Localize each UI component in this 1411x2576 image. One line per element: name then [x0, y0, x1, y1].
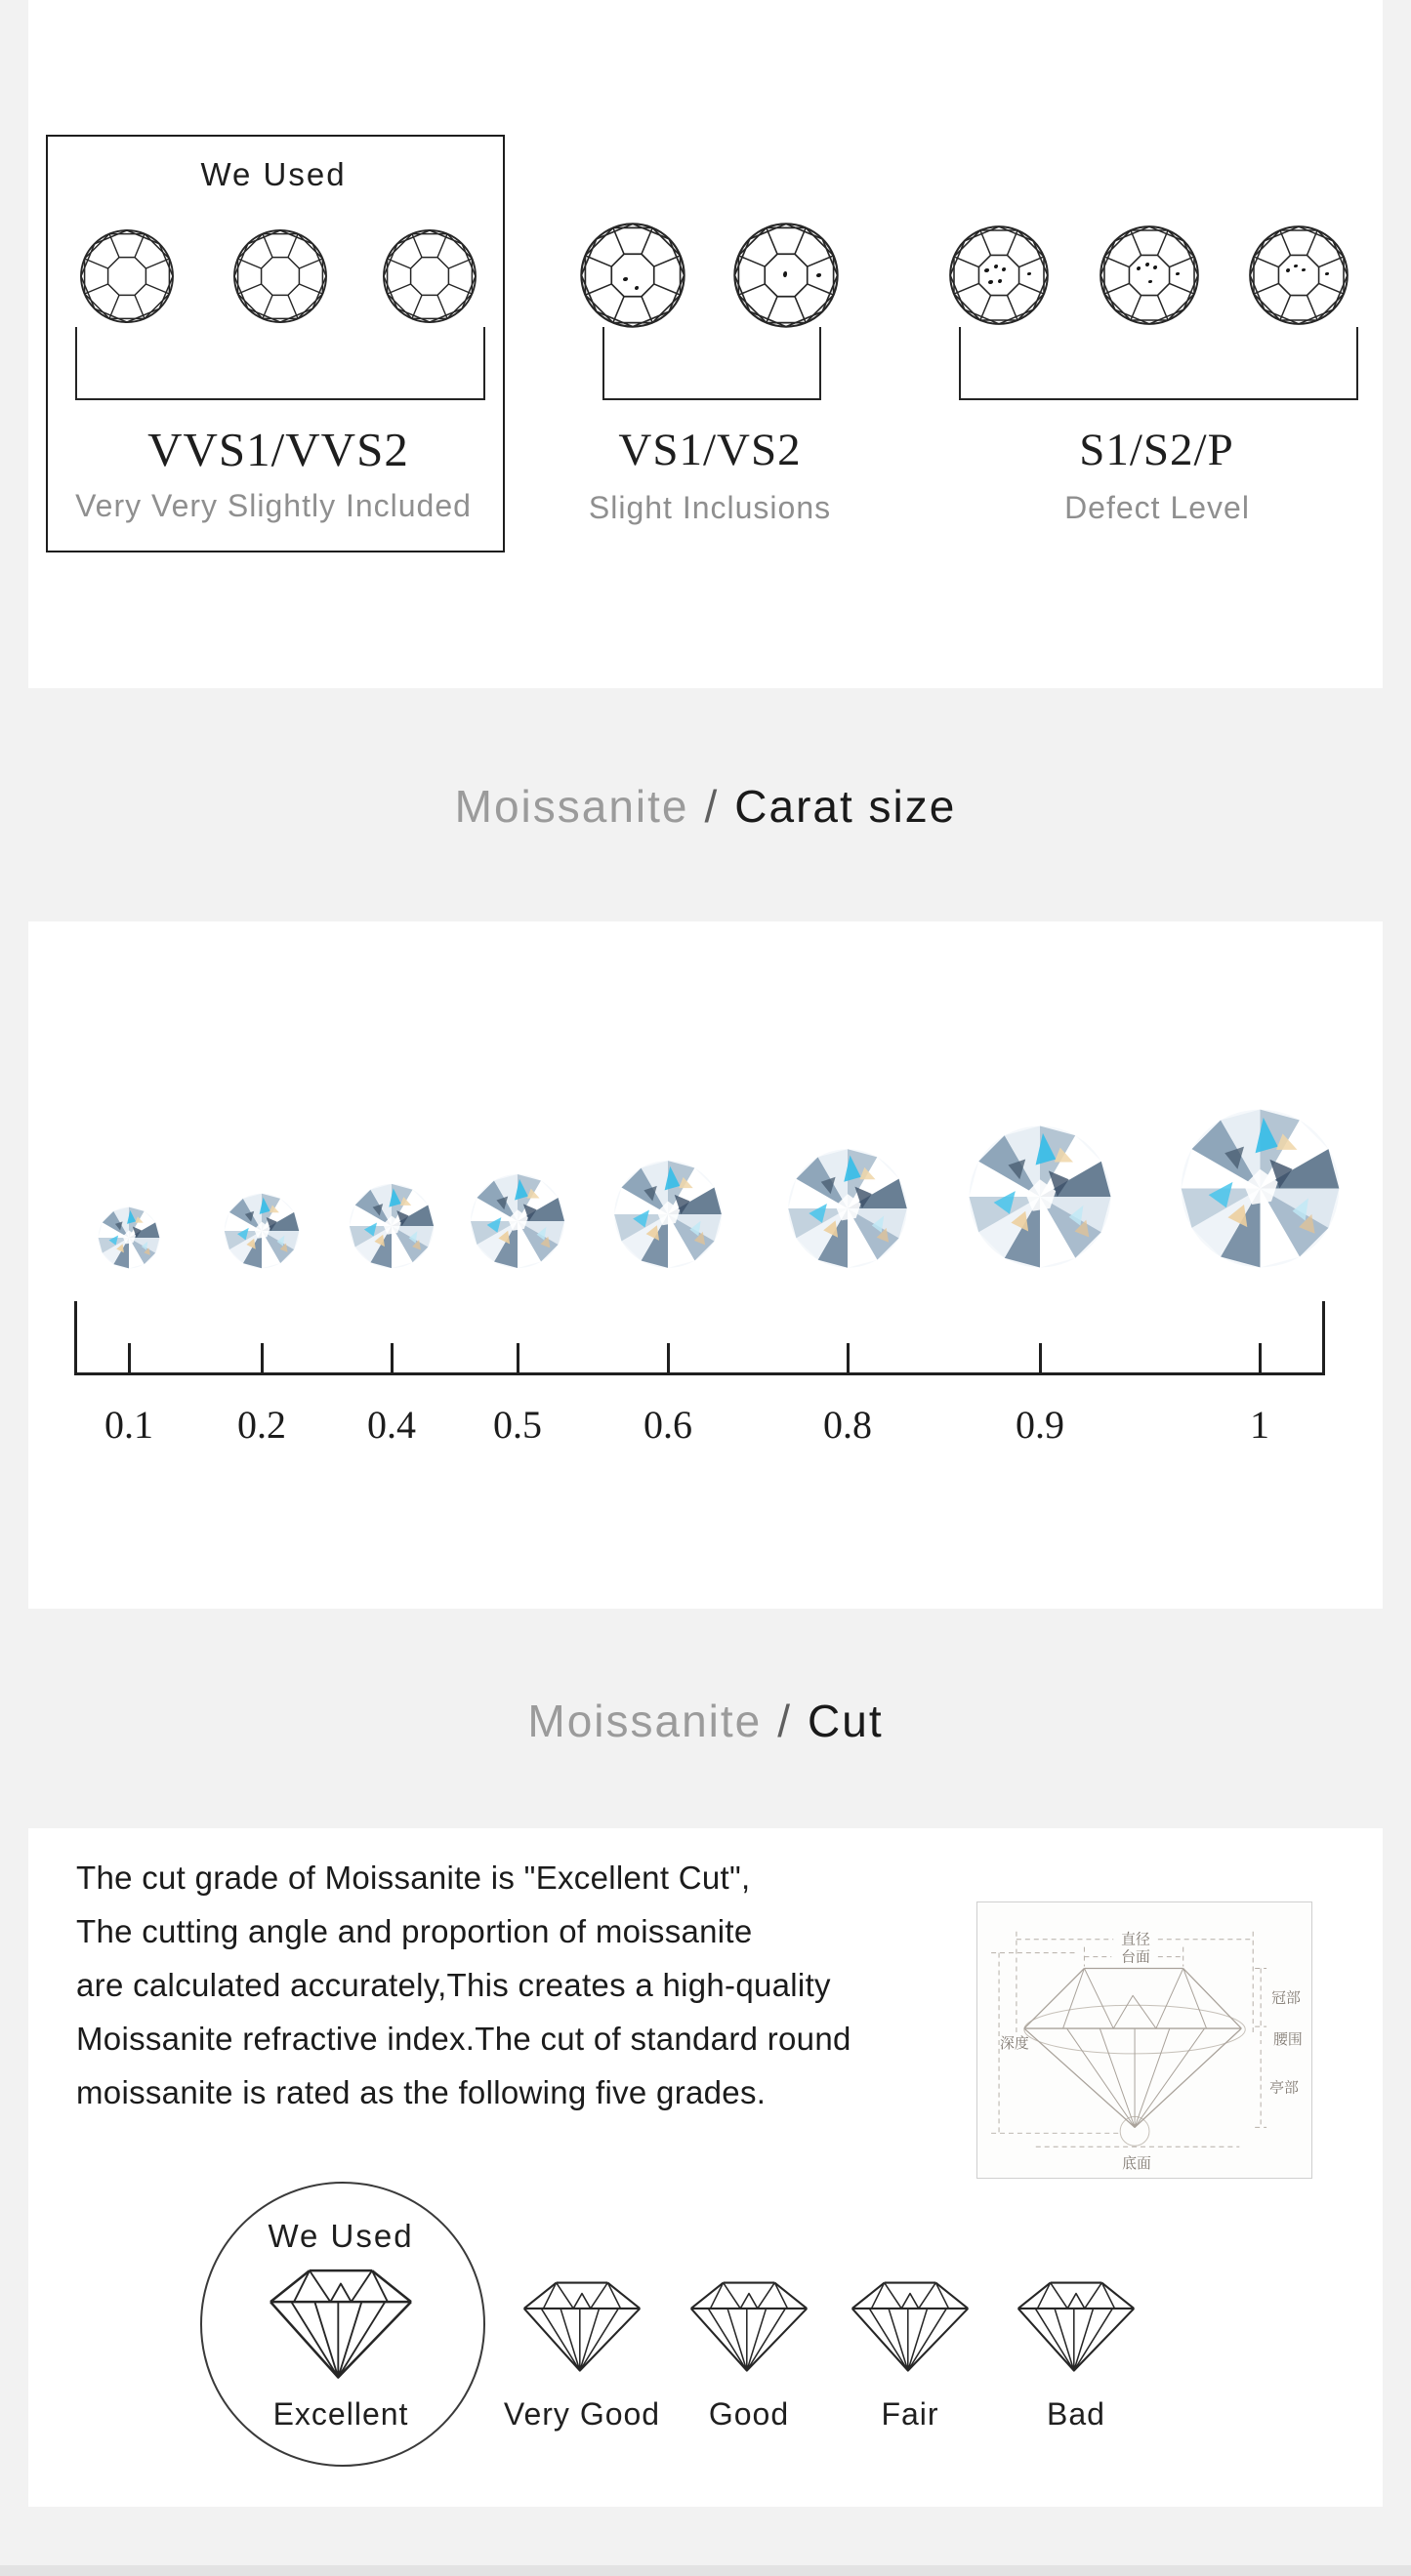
gem-side-icon — [518, 2276, 646, 2380]
cut-grade-label: Excellent — [272, 2396, 409, 2432]
cut-paragraph-line: are calculated accurately,This creates a high-quality — [76, 1967, 831, 2003]
gem-photo-icon — [349, 1183, 435, 1274]
we-used-label: We Used — [200, 156, 347, 192]
gem-photo-icon — [787, 1148, 908, 1274]
bracket — [75, 327, 485, 400]
gem-top-icon — [231, 227, 329, 325]
carat-title-separator: / — [704, 781, 720, 832]
gem-side-icon — [1012, 2276, 1141, 2380]
carat-label: 0.5 — [493, 1403, 542, 1447]
diagram-label-depth: 深度 — [1000, 2033, 1029, 2052]
diagram-label-diameter: 直径 — [1121, 1930, 1150, 1948]
grade-label: VS1/VS2 — [618, 425, 802, 475]
gem-side-icon — [263, 2263, 419, 2388]
diagram-label-table: 台面 — [1121, 1947, 1150, 1966]
diagram-label-girdle: 腰围 — [1273, 2029, 1303, 2048]
gem-top-icon — [947, 224, 1051, 327]
carat-tick — [1039, 1343, 1042, 1375]
grade-desc: Slight Inclusions — [588, 490, 832, 525]
cut-diagram — [976, 1901, 1312, 2179]
bracket — [602, 327, 821, 400]
cut-title — [0, 1695, 1411, 1747]
gem-top-icon — [78, 227, 176, 325]
footer-strip — [0, 2565, 1411, 2576]
carat-title-name: Carat size — [734, 781, 957, 832]
carat-title — [0, 780, 1411, 833]
grade-label: S1/S2/P — [1079, 425, 1234, 475]
cut-paragraph-line: Moissanite refractive index.The cut of standard round — [76, 2021, 851, 2057]
carat-tick — [667, 1343, 670, 1375]
carat-title-brand: Moissanite — [454, 781, 689, 832]
ruler-end-tick — [74, 1301, 77, 1375]
cut-paragraph-line: moissanite is rated as the following five grades. — [76, 2074, 767, 2110]
cut-grade-label: Good — [708, 2396, 790, 2432]
gem-photo-icon — [1180, 1108, 1341, 1274]
carat-label: 0.2 — [237, 1403, 286, 1447]
diagram-label-crown: 冠部 — [1271, 1988, 1301, 2007]
carat-label: 0.9 — [1016, 1403, 1064, 1447]
cut-title-brand: Moissanite — [527, 1696, 763, 1746]
gem-photo-icon — [613, 1160, 723, 1274]
gem-top-icon — [381, 227, 478, 325]
cut-diagram-drawing — [977, 1902, 1309, 2176]
diagram-label-culet: 底面 — [1122, 2154, 1151, 2173]
ruler-end-tick — [1322, 1301, 1325, 1375]
carat-tick — [517, 1343, 519, 1375]
cut-grade-label: Very Good — [503, 2396, 661, 2432]
gem-side-icon — [846, 2276, 975, 2380]
gem-photo-icon — [968, 1124, 1112, 1274]
gem-top-icon — [1247, 224, 1350, 327]
carat-tick — [391, 1343, 394, 1375]
gem-photo-icon — [470, 1173, 565, 1274]
carat-label: 0.4 — [367, 1403, 416, 1447]
carat-label: 1 — [1250, 1403, 1269, 1447]
gem-top-icon — [578, 221, 687, 330]
cut-grade-label: Fair — [881, 2396, 939, 2432]
cut-title-separator: / — [777, 1696, 793, 1746]
gem-photo-icon — [224, 1193, 300, 1274]
gem-top-icon — [1098, 224, 1201, 327]
cut-grade-label: Bad — [1047, 2396, 1105, 2432]
grade-desc: Defect Level — [1064, 490, 1250, 525]
carat-tick — [261, 1343, 264, 1375]
gem-photo-icon — [98, 1206, 160, 1274]
cut-paragraph-line: The cut grade of Moissanite is "Excellent Cut", — [76, 1860, 751, 1896]
clarity-section — [28, 0, 1383, 688]
carat-tick — [128, 1343, 131, 1375]
diagram-label-pavilion: 亭部 — [1269, 2078, 1299, 2097]
bracket — [959, 327, 1358, 400]
grade-desc: Very Very Slightly Included — [75, 488, 472, 523]
cut-paragraph-line: The cutting angle and proportion of moissanite — [76, 1913, 753, 1949]
grade-label: VVS1/VVS2 — [147, 423, 409, 476]
cut-we-used-label: We Used — [268, 2218, 414, 2254]
carat-label: 0.6 — [643, 1403, 692, 1447]
carat-label: 0.8 — [823, 1403, 872, 1447]
carat-label: 0.1 — [104, 1403, 153, 1447]
carat-tick — [847, 1343, 850, 1375]
gem-top-icon — [731, 221, 841, 330]
cut-title-name: Cut — [808, 1696, 884, 1746]
gem-side-icon — [685, 2276, 813, 2380]
carat-tick — [1259, 1343, 1262, 1375]
